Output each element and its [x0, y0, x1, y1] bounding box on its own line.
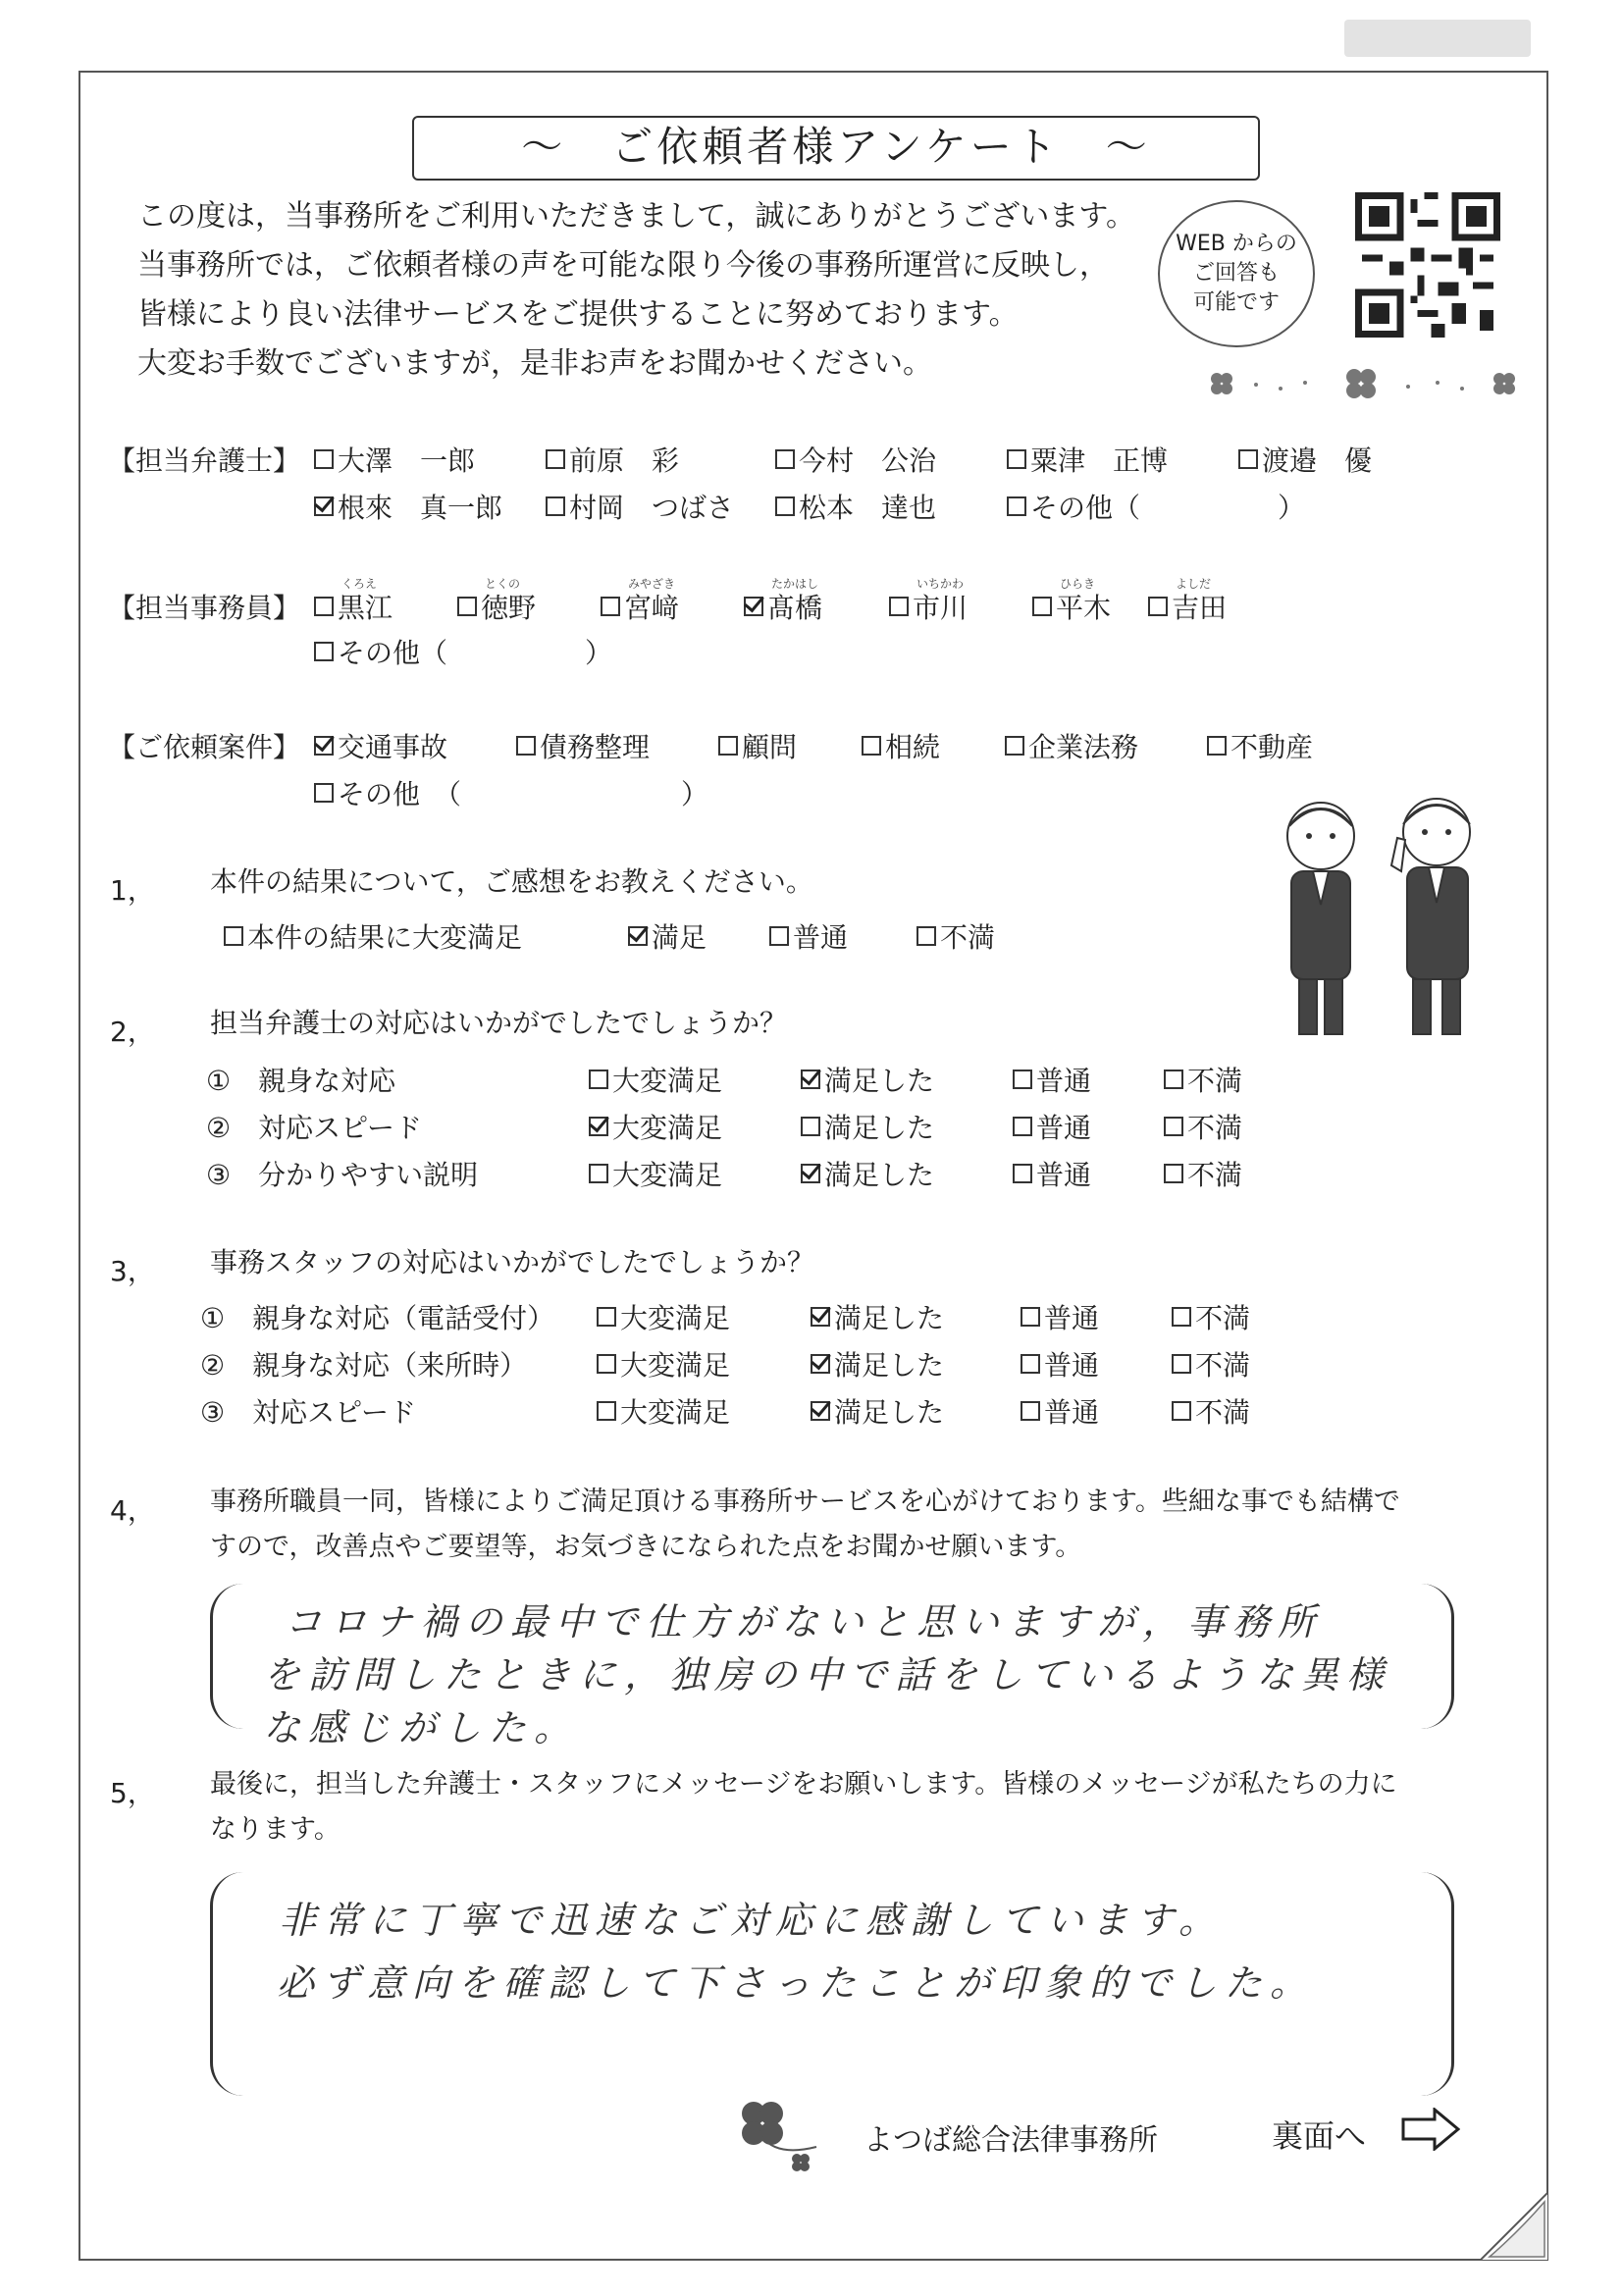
q1-option[interactable]: [769, 916, 848, 956]
q1-option[interactable]: [628, 916, 707, 956]
q2-option[interactable]: [589, 1060, 722, 1099]
option-label: 大変満足: [612, 1065, 723, 1097]
staff-illustration: [1262, 787, 1497, 1040]
q3-option[interactable]: [1021, 1344, 1099, 1383]
checkbox-checked[interactable]: [744, 597, 763, 616]
option-label: 普通: [1036, 1112, 1092, 1144]
q4-answer-line: を訪問したときに，独房の中で話をしているような異様: [263, 1653, 1392, 1696]
question-line: なります。: [210, 1814, 340, 1845]
q2-item: ③ 分かりやすい説明: [206, 1159, 479, 1191]
checkbox[interactable]: [769, 926, 789, 946]
checkbox[interactable]: [457, 597, 477, 616]
checkbox[interactable]: [314, 642, 334, 661]
q3-option[interactable]: [1021, 1297, 1099, 1336]
option-label: 不動産: [1230, 731, 1314, 763]
option-label: 満足した: [824, 1159, 935, 1191]
intro-line: この度は，当事務所をご利用いただきまして，誠にありがとうございます。: [137, 199, 1135, 234]
question-number: 4，: [110, 1494, 155, 1527]
web-answer-bubble: [1158, 200, 1315, 347]
option-label: 大澤 一郎: [338, 444, 476, 477]
office-name: よつば総合法律事務所: [864, 2123, 1158, 2158]
q4-answer-line: コロナ禍の最中で仕方がないと思いますが，事務所: [285, 1600, 1324, 1644]
case-option[interactable]: [1207, 726, 1313, 765]
option-label: 満足した: [824, 1112, 935, 1144]
clover-logo-icon: [728, 2098, 836, 2176]
checkbox[interactable]: [1032, 597, 1052, 616]
staff-option[interactable]: [457, 587, 536, 626]
ruby: ひらき: [1060, 577, 1096, 591]
q2-item: ① 親身な対応: [206, 1065, 396, 1097]
lawyer-option[interactable]: [775, 440, 936, 479]
question-number: 3，: [110, 1255, 155, 1287]
q3-item: ② 親身な対応（来所時）: [200, 1349, 528, 1382]
checkbox[interactable]: [1013, 1164, 1032, 1183]
ruby: くろえ: [341, 577, 378, 591]
option-label: 髙橋: [767, 592, 823, 624]
checkbox-checked[interactable]: [811, 1354, 830, 1374]
option-label: 普通: [1044, 1396, 1100, 1429]
ruby: たかはし: [771, 577, 819, 591]
q4-answer-line: な感じがした。: [263, 1706, 580, 1749]
option-label: 不満: [1195, 1396, 1251, 1429]
option-label: 大変満足: [612, 1112, 723, 1144]
question-text: [210, 1762, 1397, 1852]
option-label: 徳野: [481, 592, 537, 624]
option-label: 債務整理: [540, 731, 651, 763]
case-label: 【ご依頼案件】: [108, 731, 301, 763]
option-label: 宮﨑: [624, 592, 680, 624]
checkbox[interactable]: [801, 1117, 820, 1136]
checkbox[interactable]: [775, 496, 795, 516]
case-option[interactable]: [314, 773, 708, 812]
checkbox[interactable]: [862, 736, 881, 756]
q5-answer-line: 必ず意向を確認して下さったことが印象的でした。: [277, 1961, 1316, 2005]
staff-option[interactable]: [1148, 587, 1227, 626]
checkbox[interactable]: [601, 597, 620, 616]
checkbox-checked[interactable]: [589, 1117, 608, 1136]
option-label: 顧問: [742, 731, 798, 763]
checkbox[interactable]: [314, 597, 334, 616]
checkbox[interactable]: [1164, 1070, 1183, 1089]
lawyer-option[interactable]: [314, 440, 475, 479]
checkbox[interactable]: [314, 783, 334, 803]
option-label: 不満: [1195, 1302, 1251, 1334]
option-label: 黒江: [338, 592, 393, 624]
option-label: 粟津 正博: [1030, 444, 1169, 477]
option-label: 企業法務: [1028, 731, 1139, 763]
qr-code[interactable]: [1350, 192, 1505, 338]
checkbox-checked[interactable]: [314, 496, 334, 516]
next-page-label[interactable]: 裏面へ: [1272, 2117, 1367, 2155]
option-label: 不満: [940, 921, 996, 954]
page-title: ～ ご依頼者様アンケート ～: [412, 116, 1260, 181]
option-label: その他（ ）: [1030, 492, 1306, 524]
bubble-line: ご回答も: [1192, 261, 1280, 286]
arrow-right-icon[interactable]: [1401, 2108, 1460, 2151]
q2-option[interactable]: [1164, 1107, 1242, 1146]
checkbox[interactable]: [1172, 1354, 1191, 1374]
q3-option[interactable]: [811, 1391, 944, 1431]
option-label: 大変満足: [612, 1159, 723, 1191]
checkbox[interactable]: [916, 926, 936, 946]
q3-option[interactable]: [597, 1391, 730, 1431]
checkbox[interactable]: [546, 496, 565, 516]
staff-option[interactable]: [744, 587, 822, 626]
redacted-mark: [1344, 20, 1531, 57]
checkbox[interactable]: [516, 736, 536, 756]
option-label: 満足した: [824, 1065, 935, 1097]
checkbox-checked[interactable]: [801, 1164, 820, 1183]
lawyer-option[interactable]: [314, 487, 502, 526]
checkbox[interactable]: [1164, 1164, 1183, 1183]
q2-option[interactable]: [801, 1154, 934, 1193]
case-option[interactable]: [516, 726, 650, 765]
checkbox[interactable]: [546, 449, 565, 469]
clover-decoration: [1207, 365, 1521, 404]
lawyer-option[interactable]: [546, 487, 734, 526]
option-label: 市川: [913, 592, 969, 624]
checkbox[interactable]: [1021, 1354, 1040, 1374]
checkbox[interactable]: [1021, 1307, 1040, 1327]
question-text: [210, 1480, 1400, 1570]
q3-option[interactable]: [1172, 1391, 1250, 1431]
option-label: 相続: [885, 731, 941, 763]
option-label: 本件の結果に大変満足: [247, 921, 523, 954]
option-label: 不満: [1195, 1349, 1251, 1382]
checkbox[interactable]: [775, 449, 795, 469]
page-curl-corner: [1480, 2192, 1548, 2261]
checkbox[interactable]: [1207, 736, 1227, 756]
option-label: 今村 公治: [799, 444, 937, 477]
lawyer-option[interactable]: [546, 440, 679, 479]
staff-option[interactable]: [601, 587, 679, 626]
option-label: 交通事故: [338, 731, 448, 763]
q2-option[interactable]: [801, 1060, 934, 1099]
option-label: 普通: [1036, 1159, 1092, 1191]
q3-item: ① 親身な対応（電話受付）: [200, 1302, 555, 1334]
lawyer-option[interactable]: [1007, 487, 1305, 526]
staff-option[interactable]: [889, 587, 968, 626]
q2-option[interactable]: [1164, 1154, 1242, 1193]
question-number: 1，: [110, 874, 155, 907]
checkbox[interactable]: [1164, 1117, 1183, 1136]
checkbox-checked[interactable]: [801, 1070, 820, 1089]
checkbox-checked[interactable]: [811, 1401, 830, 1421]
checkbox[interactable]: [1172, 1401, 1191, 1421]
staff-option[interactable]: [314, 587, 393, 626]
q3-option[interactable]: [1172, 1297, 1250, 1336]
question-text: 事務スタッフの対応はいかがでしたでしょうか？: [210, 1246, 815, 1278]
ruby: とくの: [485, 577, 521, 591]
option-label: 前原 彩: [569, 444, 680, 477]
q1-option[interactable]: [224, 916, 522, 956]
checkbox[interactable]: [889, 597, 909, 616]
checkbox[interactable]: [224, 926, 243, 946]
case-option[interactable]: [314, 726, 447, 765]
checkbox[interactable]: [1013, 1117, 1032, 1136]
question-text: 担当弁護士の対応はいかがでしたでしょうか？: [210, 1007, 788, 1039]
q2-option[interactable]: [1013, 1107, 1091, 1146]
option-label: 大変満足: [620, 1396, 731, 1429]
lawyer-option[interactable]: [1238, 440, 1372, 479]
ruby: いちかわ: [916, 577, 965, 591]
option-label: 満足: [652, 921, 707, 954]
option-label: 普通: [1044, 1302, 1100, 1334]
q3-option[interactable]: [1021, 1391, 1099, 1431]
option-label: その他 （ ）: [338, 778, 709, 810]
checkbox[interactable]: [1007, 496, 1026, 516]
option-label: 普通: [1044, 1349, 1100, 1382]
checkbox[interactable]: [589, 1070, 608, 1089]
checkbox[interactable]: [1005, 736, 1024, 756]
question-number: 5，: [110, 1777, 155, 1809]
question-line: すので，改善点やご要望等，お気づきになられた点をお聞かせ願います。: [210, 1532, 1082, 1562]
option-label: その他（ ）: [338, 637, 613, 669]
q3-option[interactable]: [1172, 1344, 1250, 1383]
option-label: 普通: [793, 921, 849, 954]
checkbox[interactable]: [597, 1354, 616, 1374]
checkbox[interactable]: [589, 1164, 608, 1183]
q3-option[interactable]: [597, 1344, 730, 1383]
checkbox[interactable]: [718, 736, 738, 756]
lawyer-label: 【担当弁護士】: [108, 444, 301, 477]
option-label: 不満: [1187, 1112, 1243, 1144]
option-label: 吉田: [1172, 592, 1228, 624]
option-label: 大変満足: [620, 1349, 731, 1382]
ruby: よしだ: [1176, 577, 1212, 591]
option-label: 松本 達也: [799, 492, 937, 524]
case-option[interactable]: [718, 726, 797, 765]
checkbox[interactable]: [1007, 449, 1026, 469]
checkbox[interactable]: [1172, 1307, 1191, 1327]
option-label: 根來 真一郎: [338, 492, 503, 524]
q3-option[interactable]: [811, 1344, 944, 1383]
q2-option[interactable]: [589, 1107, 722, 1146]
option-label: 不満: [1187, 1065, 1243, 1097]
q2-option[interactable]: [1164, 1060, 1242, 1099]
option-label: 満足した: [834, 1396, 945, 1429]
checkbox-checked[interactable]: [628, 926, 648, 946]
question-line: 事務所職員一同，皆様によりご満足頂ける事務所サービスを心がけております。些細な事でも結構で: [210, 1487, 1400, 1517]
question-number: 2，: [110, 1016, 155, 1048]
staff-option[interactable]: [1032, 587, 1111, 626]
checkbox-checked[interactable]: [811, 1307, 830, 1327]
option-label: 満足した: [834, 1349, 945, 1382]
ruby: みやざき: [628, 577, 676, 591]
q2-option[interactable]: [1013, 1154, 1091, 1193]
checkbox[interactable]: [597, 1401, 616, 1421]
intro-line: 皆様により良い法律サービスをご提供することに努めております。: [137, 297, 1019, 332]
staff-label: 【担当事務員】: [108, 592, 301, 624]
q2-item: ② 対応スピード: [206, 1112, 422, 1144]
bubble-line: WEB からの: [1176, 232, 1297, 256]
q3-option[interactable]: [811, 1297, 944, 1336]
checkbox[interactable]: [1021, 1401, 1040, 1421]
staff-option[interactable]: [314, 632, 612, 671]
checkbox[interactable]: [314, 449, 334, 469]
option-label: 大変満足: [620, 1302, 731, 1334]
case-option[interactable]: [1005, 726, 1138, 765]
lawyer-option[interactable]: [1007, 440, 1168, 479]
option-label: 村岡 つばさ: [569, 492, 735, 524]
intro-line: 大変お手数でございますが，是非お声をお聞かせください。: [137, 346, 932, 381]
option-label: 不満: [1187, 1159, 1243, 1191]
checkbox[interactable]: [1013, 1070, 1032, 1089]
q1-option[interactable]: [916, 916, 995, 956]
lawyer-option[interactable]: [775, 487, 936, 526]
question-text: 本件の結果について，ご感想をお教えください。: [210, 865, 813, 898]
intro-text: [137, 192, 1135, 389]
option-label: 満足した: [834, 1302, 945, 1334]
question-line: 最後に，担当した弁護士・スタッフにメッセージをお願いします。皆様のメッセージが私たちの力に: [210, 1769, 1397, 1800]
q3-option[interactable]: [597, 1297, 730, 1336]
option-label: 渡邉 優: [1262, 444, 1373, 477]
checkbox[interactable]: [597, 1307, 616, 1327]
option-label: 平木: [1056, 592, 1112, 624]
q2-option[interactable]: [801, 1107, 934, 1146]
checkbox-checked[interactable]: [314, 736, 334, 756]
q2-option[interactable]: [1013, 1060, 1091, 1099]
intro-line: 当事務所では，ご依頼者様の声を可能な限り今後の事務所運営に反映し，: [137, 248, 1109, 283]
q5-answer-line: 非常に丁寧で迅速なご対応に感謝しています。: [279, 1899, 1224, 1942]
option-label: 普通: [1036, 1065, 1092, 1097]
bubble-line: 可能です: [1192, 290, 1280, 315]
checkbox[interactable]: [1148, 597, 1168, 616]
q3-item: ③ 対応スピード: [200, 1396, 416, 1429]
q2-option[interactable]: [589, 1154, 722, 1193]
checkbox[interactable]: [1238, 449, 1258, 469]
case-option[interactable]: [862, 726, 940, 765]
